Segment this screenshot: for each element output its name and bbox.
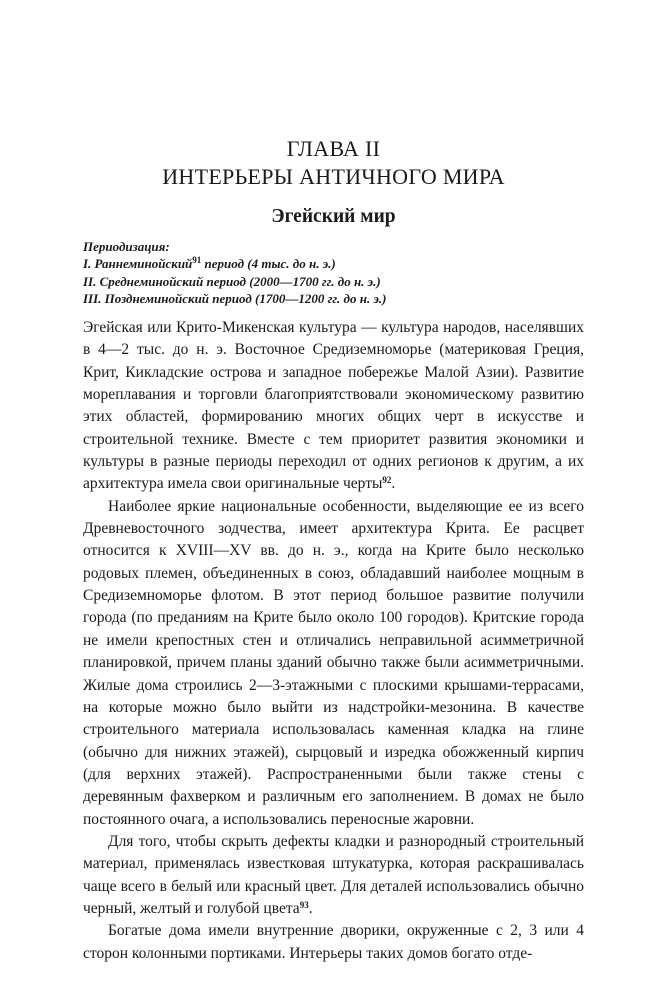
period-item: II. Среднеминойский период (2000—1700 гг. до н. э.) <box>83 273 381 289</box>
footnote-ref[interactable]: 93 <box>299 899 309 910</box>
period-item <box>83 255 583 272</box>
chapter-number: ГЛАВА II <box>286 136 381 161</box>
paragraph <box>83 317 584 496</box>
period-text: период (4 тыс. до н. э.) <box>201 256 336 272</box>
paragraph: Наиболее яркие национальные особенности, выделяющие ее из всего Древневосточного зодчества, имеет архитектура Крита. Ее расцвет относится к XVIII—XV вв. до н. э., когда на Крите было несколько родовых племен, объединенных в союз, обладавший наиболее мощным в Средиземноморье флотом. В этот период большое развитие получили города (по преданиям на Крите было около 100 городов). Критские города не имели крепостных стен и отличались неправильной асимметричной планировкой, причем планы зданий обычно также были асимметричными. Жилые дома строились 2—3-этажными с плоскими крышами-террасами, на которые можно было выйти из надстройки-мезонина. В качестве строительного материала использовалась каменная кладка на глине (обычно для нижних этажей), сырцовый и изредка обожженный кирпич (для верхних этажей). Распространенными были также стены с деревянным фахверком и различным его заполнением. В домах не было постоянного очага, а использовались переносные жаровни. <box>83 497 584 828</box>
footnote-ref[interactable]: 92 <box>382 475 392 486</box>
paragraph-text: Эгейская или Крито-Микенская культура — культура народов, населявших в 4—2 тыс. до н. э. Восточное Средиземноморье (материковая Греция, Крит, Кикладские острова и западное побережье Малой Азии). Развитие мореплавания и торговли благоприятствовали экономическому развитию этих областей, формированию многих общих черт в искусстве и строительной технике. Вместе с тем приоритет развития экономики и культуры в разные периоды переходил от одних регионов к другим, а их архитектура имела свои оригинальные черты <box>83 319 584 493</box>
footnote-ref[interactable]: 91 <box>192 255 202 266</box>
paragraph-tail: . <box>308 899 313 917</box>
section-title: Эгейский мир <box>271 206 396 227</box>
period-item: III. Позднеминойский период (1700—1200 гг. до н. э.) <box>83 290 387 306</box>
chapter-title: ИНТЕРЬЕРЫ АНТИЧНОГО МИРА <box>162 164 505 189</box>
paragraph <box>83 831 584 920</box>
paragraph: Богатые дома имели внутренние дворики, окруженные с 2, 3 или 4 сторон колонными портиками. Интерьеры таких домов богато отде- <box>83 922 584 962</box>
periodization-block <box>83 238 583 307</box>
body-text <box>83 317 584 965</box>
paragraph-text: Для того, чтобы скрыть дефекты кладки и разнородный строительный материал, применялась известковая штукатурка, которая раскрашивалась чаще всего в белый или красный цвет. Для деталей использовались обычно черный, желтый и голубой цвета <box>83 832 584 917</box>
paragraph-tail: . <box>391 475 396 493</box>
period-text: I. Раннеминойский <box>83 256 193 272</box>
periodization-heading: Периодизация: <box>83 239 170 254</box>
